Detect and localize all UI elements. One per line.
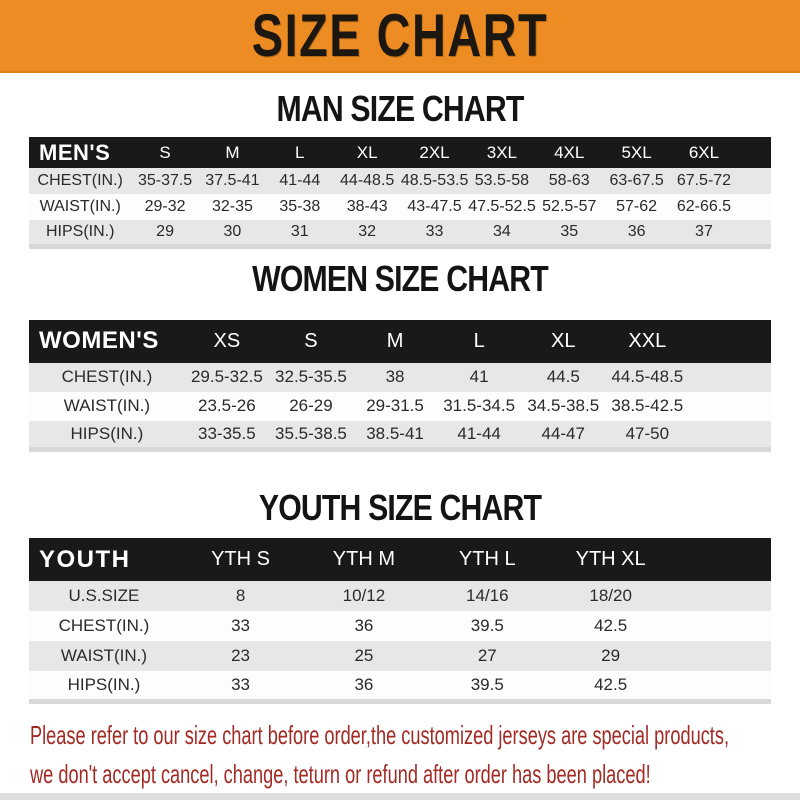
size-value: 41-44 (457, 423, 501, 443)
size-value: 63-67.5 (609, 172, 664, 189)
banner-title: SIZE CHART (251, 2, 549, 69)
size-value: 18/20 (589, 586, 632, 605)
youth-waist-row (29, 641, 771, 671)
man-section-heading (0, 89, 800, 129)
measure-label: CHEST(IN.) (61, 367, 153, 386)
size-value: 29-31.5 (366, 396, 424, 415)
size-value: 10/12 (342, 586, 386, 605)
size-value: 36 (354, 674, 374, 694)
measure-label: WAIST(IN.) (39, 198, 121, 215)
size-value: 37 (695, 222, 713, 240)
size-column-header: YTH L (458, 548, 516, 570)
size-value: 52.5-57 (542, 198, 597, 215)
size-value: 23.5-26 (198, 396, 256, 415)
size-column-header: 6XL (688, 142, 720, 162)
size-value: 62-66.5 (676, 198, 732, 215)
youth-chest-row (29, 611, 771, 641)
size-value: 33 (425, 222, 444, 240)
size-value: 42.5 (594, 616, 628, 635)
man-section-heading-text: MAN SIZE CHART (276, 88, 524, 129)
spacer-column (689, 320, 771, 363)
women-hips-row (29, 421, 771, 450)
size-value: 32-35 (211, 198, 253, 215)
size-column-header: 5XL (621, 142, 652, 162)
size-value: 29.5-32.5 (190, 367, 263, 386)
size-column-header: M (225, 142, 240, 162)
measure-label: HIPS(IN.) (67, 674, 141, 694)
disclaimer-line-1 (30, 718, 800, 757)
size-column-header: L (295, 142, 305, 162)
size-value: 32.5-35.5 (275, 367, 347, 386)
disclaimer-note (30, 718, 800, 796)
size-value: 35.5-38.5 (275, 423, 347, 443)
size-value: 43-47.5 (407, 198, 462, 215)
size-value: 30 (223, 222, 242, 240)
size-value: 33 (231, 674, 251, 694)
size-value: 33-35.5 (198, 423, 256, 443)
spacer-column (672, 538, 771, 581)
measure-label: CHEST(IN.) (37, 172, 123, 189)
spacer-cell (738, 220, 771, 246)
youth-header-row (29, 538, 771, 581)
youth-section-heading (0, 488, 800, 528)
size-column-header: YTH XL (575, 548, 646, 570)
youth-table-label: YOUTH (39, 545, 131, 573)
size-value: 33 (231, 616, 251, 635)
size-column-header: L (473, 329, 485, 352)
size-value: 23 (231, 646, 251, 665)
measure-label: WAIST(IN.) (63, 396, 151, 415)
women-header-row (29, 320, 771, 363)
size-value: 57-62 (616, 198, 658, 215)
measure-label: U.S.SIZE (68, 586, 140, 605)
size-column-header: XL (356, 142, 378, 162)
size-chart-banner (0, 0, 800, 73)
size-value: 47.5-52.5 (468, 198, 536, 215)
spacer-cell (672, 581, 771, 611)
spacer-cell (672, 641, 771, 671)
size-value: 29-32 (144, 198, 186, 215)
size-value: 8 (235, 586, 246, 605)
size-chart-body (0, 89, 800, 796)
spacer-cell (689, 392, 771, 421)
size-value: 44.5-48.5 (611, 367, 684, 386)
measure-label: HIPS(IN.) (45, 222, 115, 240)
size-value: 37.5-41 (205, 172, 260, 189)
size-value: 41 (469, 367, 489, 386)
size-value: 35-38 (279, 198, 321, 215)
size-value: 48.5-53.5 (400, 172, 469, 189)
spacer-cell (689, 421, 771, 450)
women-section-heading-text: WOMEN SIZE CHART (252, 257, 548, 299)
women-size-table (29, 320, 771, 453)
size-column-header: 3XL (486, 142, 517, 162)
men-chest-row (29, 168, 771, 194)
bottom-edge-strip (0, 793, 800, 800)
size-value: 34 (492, 222, 511, 240)
size-value: 44.5 (546, 367, 580, 386)
spacer-cell (738, 194, 771, 220)
size-value: 38-43 (346, 198, 388, 215)
youth-section-heading-text: YOUTH SIZE CHART (258, 487, 542, 528)
size-column-header: S (159, 142, 171, 162)
spacer-cell (738, 168, 771, 194)
size-value: 14/16 (466, 586, 509, 605)
men-header-row (29, 137, 771, 168)
size-value: 44-48.5 (340, 172, 395, 189)
measure-label: CHEST(IN.) (58, 616, 150, 635)
size-column-header: 2XL (419, 142, 450, 162)
size-value: 42.5 (594, 674, 628, 694)
women-section-heading (0, 259, 800, 299)
spacer-column (738, 137, 771, 168)
women-chest-row (29, 363, 771, 392)
size-value: 38 (385, 367, 405, 386)
women-table-label: WOMEN'S (39, 327, 159, 354)
size-value: 47-50 (625, 423, 670, 443)
disclaimer-line-1-text: Please refer to our size chart before order,the customized jerseys are special products, (30, 719, 730, 750)
size-value: 25 (354, 646, 374, 665)
size-column-header: M (386, 329, 404, 352)
size-column-header: XXL (628, 329, 667, 352)
size-value: 67.5-72 (676, 172, 732, 189)
size-value: 35-37.5 (137, 172, 193, 189)
size-column-header: YTH S (211, 548, 270, 570)
size-value: 38.5-41 (366, 423, 424, 443)
size-value: 36 (627, 222, 646, 240)
men-table-label: MEN'S (39, 139, 111, 165)
men-size-table (29, 137, 771, 249)
disclaimer-line-2-text: we don't accept cancel, change, teturn or refund after order has been placed! (30, 758, 651, 789)
size-column-header: XS (213, 329, 241, 352)
size-value: 44-47 (541, 423, 585, 443)
size-column-header: YTH M (332, 548, 396, 570)
size-value: 38.5-42.5 (611, 396, 684, 415)
size-value: 31.5-34.5 (443, 396, 516, 415)
size-column-header: S (304, 329, 318, 352)
size-value: 36 (354, 616, 374, 635)
size-value: 34.5-38.5 (527, 396, 600, 415)
spacer-cell (672, 671, 771, 701)
youth-size-table (29, 538, 771, 704)
size-value: 32 (358, 222, 377, 240)
size-value: 35 (560, 222, 579, 240)
spacer-cell (689, 363, 771, 392)
measure-label: WAIST(IN.) (60, 646, 148, 665)
women-waist-row (29, 392, 771, 421)
size-value: 31 (290, 222, 309, 240)
size-value: 41-44 (279, 172, 321, 189)
measure-label: HIPS(IN.) (70, 423, 144, 443)
size-column-header: 4XL (554, 142, 585, 162)
size-value: 29 (601, 646, 621, 665)
disclaimer-line-2 (30, 757, 800, 796)
youth-hips-row (29, 671, 771, 701)
men-hips-row (29, 220, 771, 246)
youth-ussize-row (29, 581, 771, 611)
size-value: 58-63 (548, 172, 590, 189)
size-value: 53.5-58 (474, 172, 529, 189)
size-value: 26-29 (289, 396, 333, 415)
men-waist-row (29, 194, 771, 220)
size-value: 27 (477, 646, 497, 665)
size-column-header: XL (551, 329, 576, 352)
size-value: 39.5 (470, 674, 504, 694)
size-value: 29 (156, 222, 174, 240)
size-value: 39.5 (470, 616, 504, 635)
spacer-cell (672, 611, 771, 641)
